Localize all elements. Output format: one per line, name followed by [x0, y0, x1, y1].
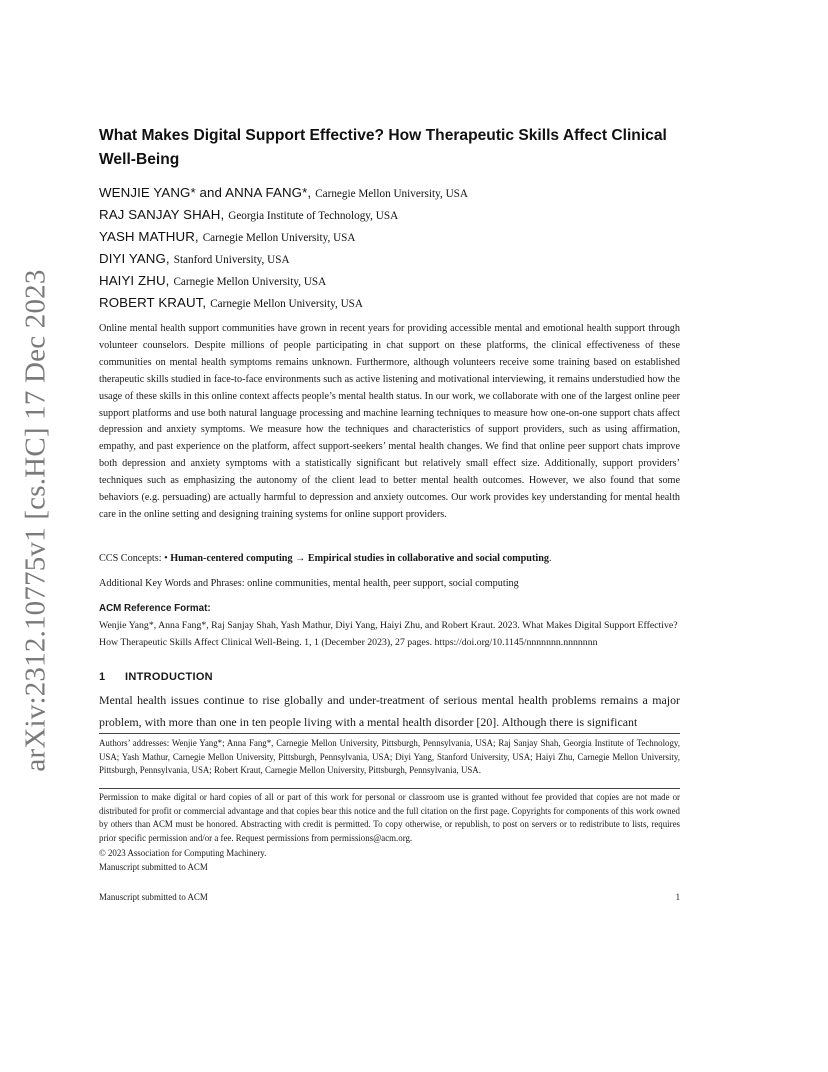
ccs-concept: Human-centered computing → Empirical studies in collaborative and social computing: [170, 553, 549, 564]
author-name: DIYI YANG,: [99, 251, 170, 266]
author-line: [99, 292, 680, 314]
section-heading: [99, 669, 213, 685]
author-affiliation: Carnegie Mellon University, USA: [210, 298, 363, 310]
permission-divider: [99, 788, 680, 789]
footnote-divider: [99, 733, 680, 734]
arxiv-identifier-stamp: [19, 268, 53, 772]
author-line: [99, 204, 680, 226]
section-title: INTRODUCTION: [125, 671, 213, 683]
author-name: YASH MATHUR,: [99, 229, 199, 244]
author-affiliation: Carnegie Mellon University, USA: [202, 232, 356, 244]
introduction-paragraph: Mental health issues continue to rise globally and under-treatment of serious mental health problems remains a major problem, with more than one in ten people living with a mental health disorder [20]. Although there is significant: [99, 693, 680, 729]
author-affiliation: Carnegie Mellon University, USA: [173, 276, 327, 288]
section-number: 1: [99, 671, 106, 683]
copyright-notice: © 2023 Association for Computing Machinery.: [99, 848, 267, 858]
paper-title: What Makes Digital Support Effective? How Therapeutic Skills Affect Clinical Well-Being: [99, 127, 667, 168]
author-affiliation: Stanford University, USA: [173, 254, 290, 266]
page-footer: [99, 890, 680, 904]
ccs-concepts: [99, 551, 680, 567]
page-number: 1: [675, 892, 680, 902]
author-addresses: Authors’ addresses: Wenjie Yang*; Anna Fang*, Carnegie Mellon University, Pittsburgh, Pennsylvania, USA; Raj Sanjay Shah, Georgia Institute of Technology, USA; Yash Mathur, Carnegie Mellon University, Pittsburgh, Pennsylvania, USA; Diyi Yang, Stanford University, USA; Haiyi Zhu, Carnegie Mellon University, Pittsburgh, Pennsylvania, USA; Robert Kraut, Carnegie Mellon University, Pittsburgh, Pennsylvania, USA.: [99, 738, 680, 776]
footer-venue: Manuscript submitted to ACM: [99, 892, 208, 902]
arxiv-identifier: arXiv:2312.10775v1 [cs.HC] 17 Dec 2023: [19, 268, 52, 772]
submission-note: Manuscript submitted to ACM: [99, 862, 208, 872]
author-line: [99, 226, 680, 248]
author-name: WENJIE YANG* and ANNA FANG*,: [99, 185, 312, 200]
author-line: [99, 248, 680, 270]
author-line: [99, 270, 680, 292]
author-name: ROBERT KRAUT,: [99, 295, 207, 310]
author-line: [99, 182, 680, 204]
author-name: HAIYI ZHU,: [99, 273, 170, 288]
reference-format-heading: ACM Reference Format:: [99, 603, 211, 614]
reference-format-body: Wenjie Yang*, Anna Fang*, Raj Sanjay Shah, Yash Mathur, Diyi Yang, Haiyi Zhu, and Robert Kraut. 2023. What Makes Digital Support Effective? How Therapeutic Skills Affect Clinical Well-Being. 1, 1 (December 2023), 27 pages. https://doi.org/10.1145/nnnnnnn.nnnnnnn: [99, 620, 678, 648]
author-name: RAJ SANJAY SHAH,: [99, 207, 225, 222]
abstract: Online mental health support communities have grown in recent years for providing accessible mental and emotional health support through volunteer counselors. Despite millions of people participating in chat support on these platforms, the clinical effectiveness of these communities on mental health symptoms remains unknown. Furthermore, although volunteers receive some training based on established therapeutic skills studied in face-to-face environments such as active listening and motivational interviewing, it remains understudied how the usage of these skills in this online context affects people’s mental health status. In our work, we collaborate with one of the largest online peer support platforms and use both natural language processing and machine learning techniques to measure how one-on-one support chats affect depression and anxiety symptoms. We measure how the techniques and characteristics of support providers, such as using affirmation, empathy, and past experience on the platform, affect support-seekers’ mental health changes. We find that online peer support chats improve both depression and anxiety symptoms with a statistically significant but relatively small effect size. Additionally, support providers’ techniques such as emphasizing the autonomy of the client lead to better mental health outcomes. However, we also found that some behaviors (e.g. persuading) are actually harmful to depression and anxiety outcomes. Our work provides key understanding for mental health care in the online setting and designing training systems for online support providers.: [99, 323, 680, 520]
author-affiliation: Carnegie Mellon University, USA: [315, 188, 468, 200]
keywords: Additional Key Words and Phrases: online communities, mental health, peer support, social computing: [99, 578, 519, 589]
author-affiliation: Georgia Institute of Technology, USA: [228, 210, 399, 222]
ccs-suffix: .: [548, 553, 552, 564]
author-list: [99, 182, 680, 314]
ccs-prefix: CCS Concepts: •: [99, 553, 168, 564]
permission-notice: Permission to make digital or hard copies of all or part of this work for personal or classroom use is granted without fee provided that copies are not made or distributed for profit or commercial advantage and that copies bear this notice and the full citation on the first page. Copyrights for components of this work owned by others than ACM must be honored. Abstracting with credit is permitted. To copy otherwise, or republish, to post on servers or to redistribute to lists, requires prior specific permission and/or a fee. Request permissions from permissions@acm.org.: [99, 792, 680, 843]
